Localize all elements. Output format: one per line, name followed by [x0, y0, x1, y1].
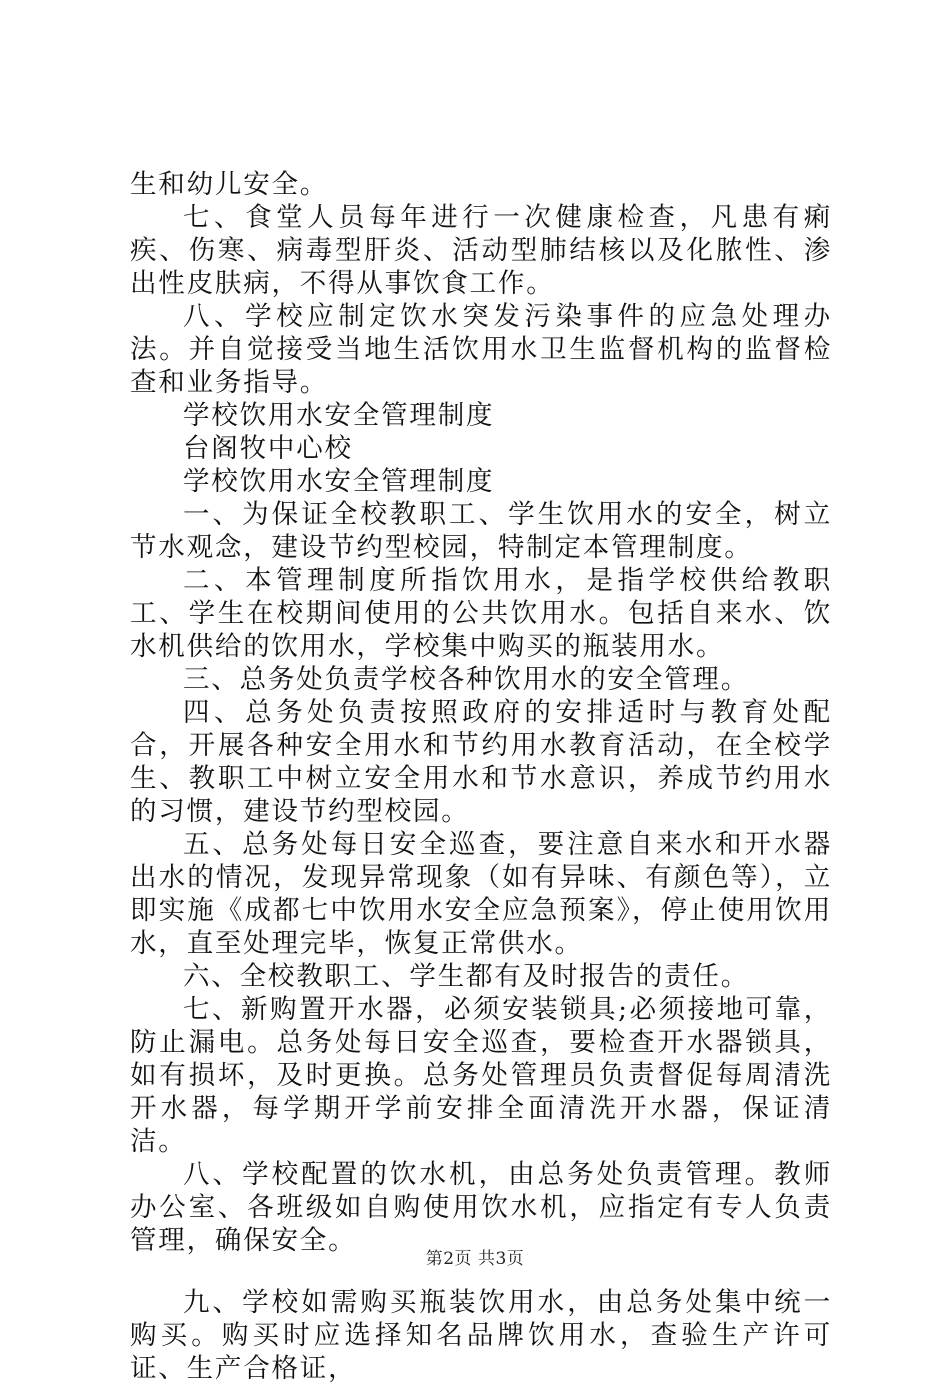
paragraph-item-6: 六、全校教职工、学生都有及时报告的责任。	[183, 961, 749, 992]
school-name: 台阁牧中心校	[183, 433, 353, 464]
paragraph-item-1: 一、为保证全校教职工、学生饮用水的安全，树立节水观念，建设节约型校园，特制定本管理制度。	[130, 499, 832, 563]
paragraph-item-4: 四、总务处负责按照政府的安排适时与教育处配合，开展各种安全用水和节约用水教育活动，在全校学生、教职工中树立安全用水和节水意识，养成节约用水的习惯，建设节约型校园。	[130, 697, 832, 827]
paragraph-item-8-emergency: 八、学校应制定饮水突发污染事件的应急处理办法。并自觉接受当地生活饮用水卫生监督机构的监督检查和业务指导。	[130, 301, 832, 398]
paragraph-item-8: 八、学校配置的饮水机，由总务处负责管理。教师办公室、各班级如自购使用饮水机，应指定有专人负责管理，确保安全。	[130, 1159, 832, 1256]
document-body	[130, 168, 832, 1385]
paragraph-item-5: 五、总务处每日安全巡查，要注意自来水和开水器出水的情况，发现异常现象（如有异味、有颜色等），立即实施《成都七中饮用水安全应急预案》，停止使用饮用水，直至处理完毕，恢复正常供水。	[130, 829, 832, 959]
paragraph-item-3: 三、总务处负责学校各种饮用水的安全管理。	[183, 664, 749, 695]
paragraph-item-7: 七、新购置开水器，必须安装锁具;必须接地可靠，防止漏电。总务处每日安全巡查，要检查开水器锁具，如有损坏，及时更换。总务处管理员负责督促每周清洗开水器，每学期开学前安排全面清洗开水器，保证清洁。	[130, 994, 832, 1157]
paragraph-item-2: 二、本管理制度所指饮用水，是指学校供给教职工、学生在校期间使用的公共饮用水。包括自来水、饮水机供给的饮用水，学校集中购买的瓶装用水。	[130, 565, 832, 662]
page-number-footer: 第2页 共3页	[425, 1249, 525, 1269]
section-title: 学校饮用水安全管理制度	[183, 400, 495, 431]
paragraph-item-7-canteen-health: 七、食堂人员每年进行一次健康检查，凡患有痢疾、伤寒、病毒型肝炎、活动型肺结核以及化脓性、渗出性皮肤病，不得从事饮食工作。	[130, 202, 832, 299]
paragraph-item-9: 九、学校如需购买瓶装饮用水，由总务处集中统一购买。购买时应选择知名品牌饮用水，查验生产许可证、生产合格证，	[130, 1287, 832, 1384]
paragraph-continuation: 生和幼儿安全。	[130, 169, 329, 200]
document-title: 学校饮用水安全管理制度	[183, 466, 495, 497]
